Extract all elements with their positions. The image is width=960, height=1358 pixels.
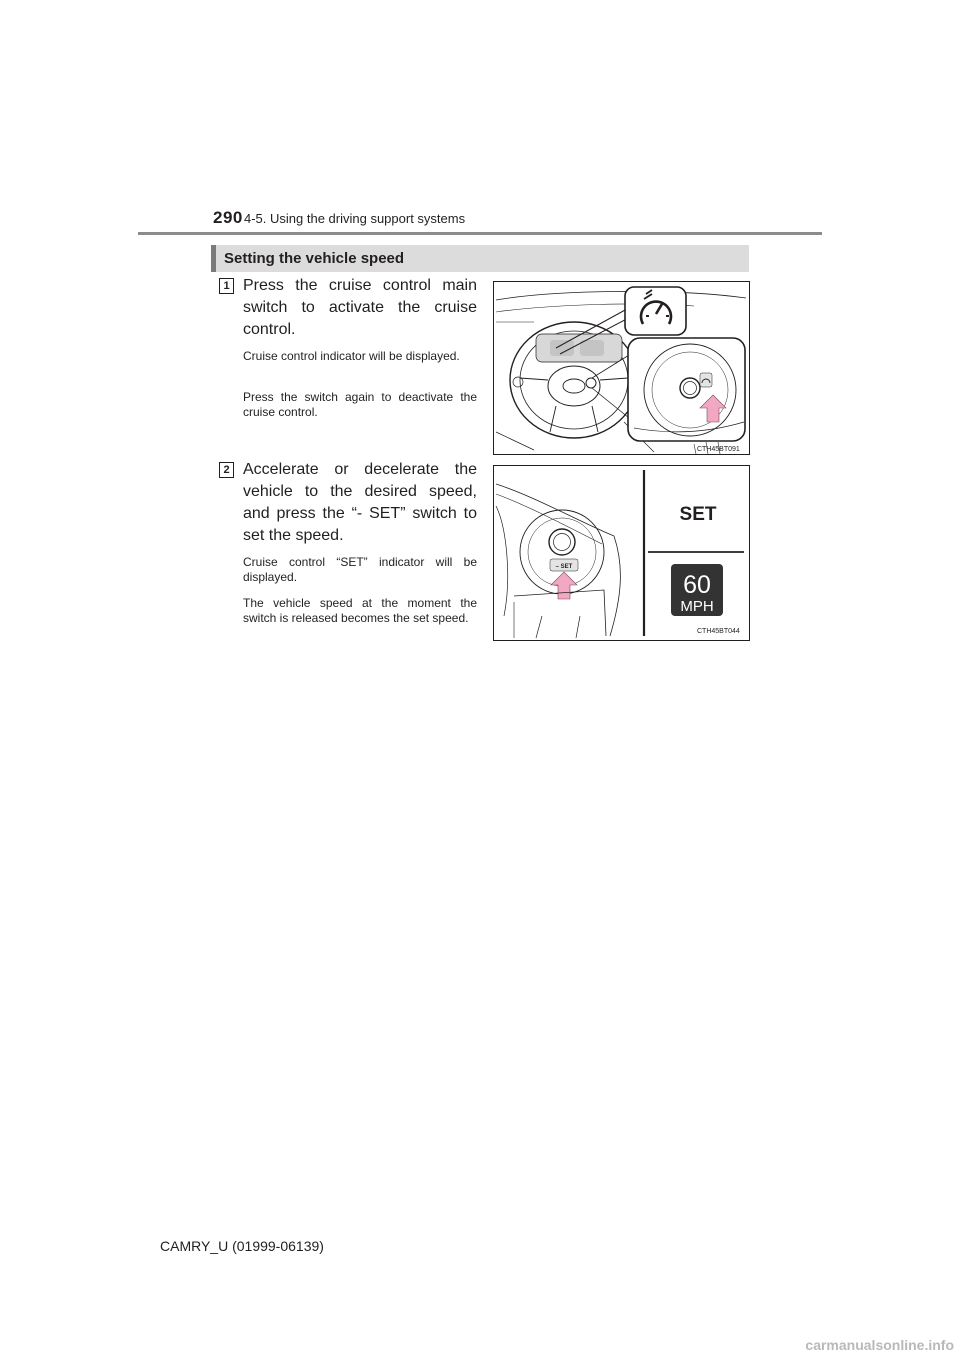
section-header: 4-5. Using the driving support systems <box>244 211 466 226</box>
steering-wheel-illustration <box>494 282 749 454</box>
step-1-note-1: Cruise control indicator will be displayed. <box>243 349 460 363</box>
header-rule <box>138 232 822 235</box>
speed-unit: MPH <box>680 598 714 615</box>
step-1-instruction: Press the cruise control main switch to activate the cruise control. <box>243 277 477 338</box>
set-switch-illustration <box>494 466 749 640</box>
step-number-1: 1 <box>219 278 234 294</box>
step-2-instruction: Accelerate or decelerate the vehicle to the desired speed, and press the “- SET” switch to set the speed. <box>243 461 477 544</box>
section-title: Setting the vehicle speed <box>224 250 405 267</box>
page-number: 290 <box>213 208 243 227</box>
footer-model-code: CAMRY_U (01999-06139) <box>160 1238 324 1254</box>
step-number-2: 2 <box>219 462 234 478</box>
figure-1-code: CTH45BT091 <box>697 446 740 453</box>
step-2-note-1: Cruise control “SET” indicator will be displayed. <box>243 555 477 584</box>
set-indicator-text: SET <box>679 504 717 525</box>
step-1-note-2: Press the switch again to deactivate the cruise control. <box>243 390 477 419</box>
figure-steering-wheel-main-switch <box>493 281 750 455</box>
figure-set-switch <box>493 465 750 641</box>
step-2-note-2: The vehicle speed at the moment the switch is released becomes the set speed. <box>243 596 477 625</box>
speed-value: 60 <box>683 571 711 599</box>
watermark: carmanualsonline.info <box>805 1337 954 1353</box>
figure-2-code: CTH45BT044 <box>697 628 740 635</box>
set-switch-label: – SET <box>555 564 573 570</box>
section-title-bar <box>211 245 749 272</box>
